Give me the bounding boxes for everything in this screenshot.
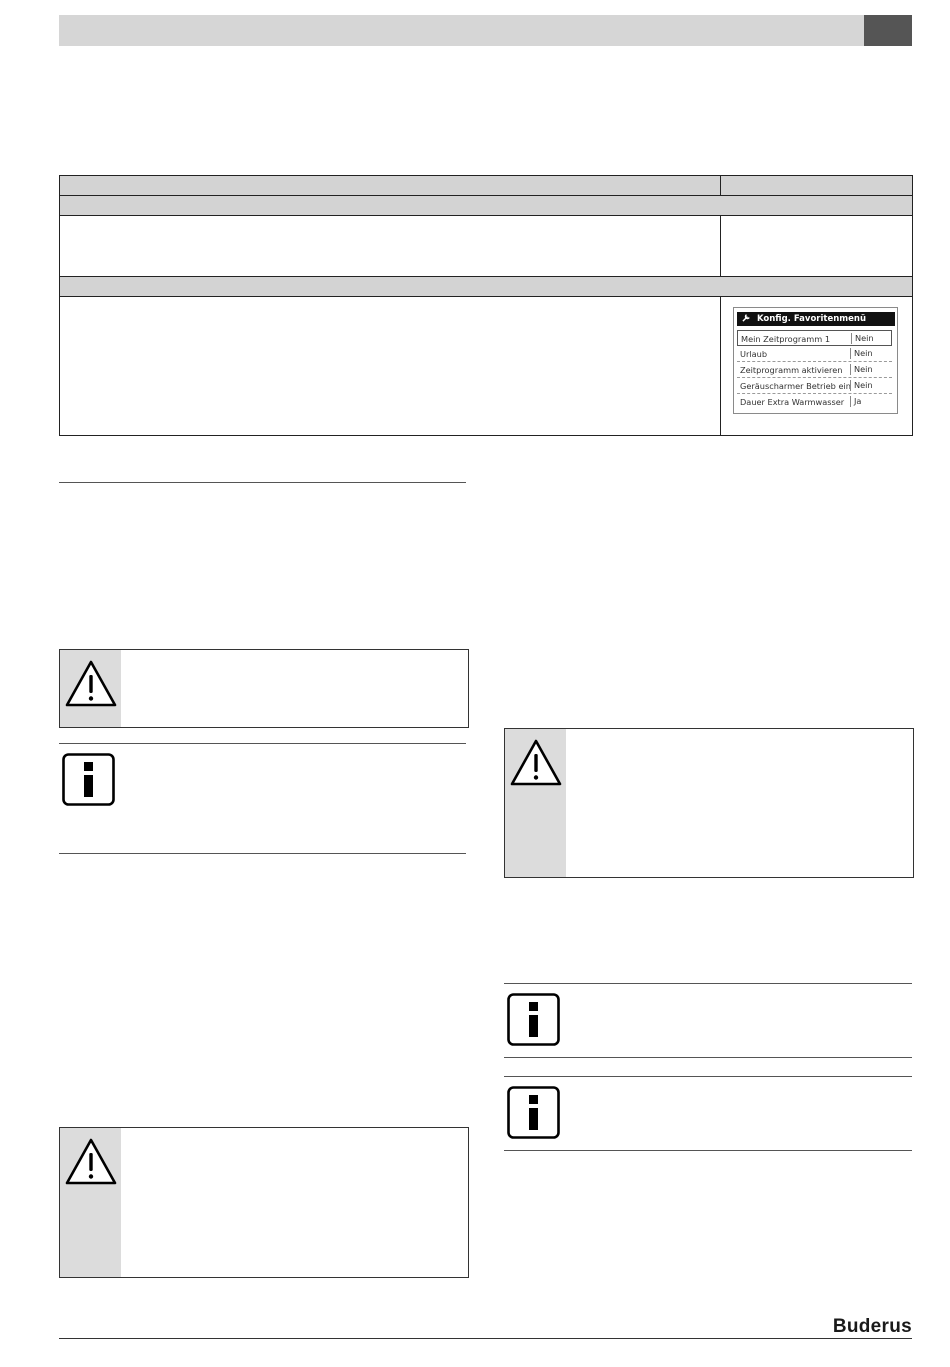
info-icon bbox=[507, 993, 560, 1046]
warning-notice bbox=[59, 649, 469, 728]
info-bottom-rule bbox=[504, 1057, 912, 1058]
header-bar bbox=[59, 15, 864, 46]
info-top-rule bbox=[504, 1076, 912, 1077]
screen-row[interactable]: Dauer Extra Warmwasser Ja bbox=[740, 396, 862, 407]
info-bottom-rule bbox=[59, 853, 466, 854]
info-icon bbox=[62, 753, 115, 806]
info-top-rule bbox=[504, 983, 912, 984]
screen-row[interactable]: Zeitprogramm aktivieren Nein bbox=[737, 362, 892, 378]
warning-triangle-icon bbox=[64, 1136, 118, 1188]
wrench-icon bbox=[742, 314, 757, 324]
info-bottom-rule bbox=[504, 1150, 912, 1151]
table-section-row bbox=[60, 277, 912, 296]
screen-row[interactable]: Urlaub Nein bbox=[737, 346, 892, 362]
info-top-rule bbox=[59, 743, 466, 744]
table-header-row bbox=[60, 176, 912, 195]
warning-notice bbox=[59, 1127, 469, 1278]
warning-triangle-icon bbox=[509, 737, 563, 789]
screen-row[interactable]: Geräuscharmer Betrieb ein Nein bbox=[737, 378, 892, 394]
table-section-row bbox=[60, 196, 912, 215]
header-tab-marker bbox=[864, 15, 912, 46]
info-icon bbox=[507, 1086, 560, 1139]
brand-logo: Buderus bbox=[832, 1316, 912, 1337]
favorites-menu-screen bbox=[733, 307, 898, 414]
warning-notice bbox=[504, 728, 914, 878]
footer-rule bbox=[59, 1338, 912, 1339]
screen-row[interactable]: Mein Zeitprogramm 1 Nein bbox=[737, 330, 892, 346]
screen-title bbox=[737, 312, 895, 326]
warning-triangle-icon bbox=[64, 658, 118, 710]
section-heading-rule bbox=[59, 482, 466, 483]
screen-title-text: Konfig. Favoritenmenü bbox=[756, 314, 867, 324]
